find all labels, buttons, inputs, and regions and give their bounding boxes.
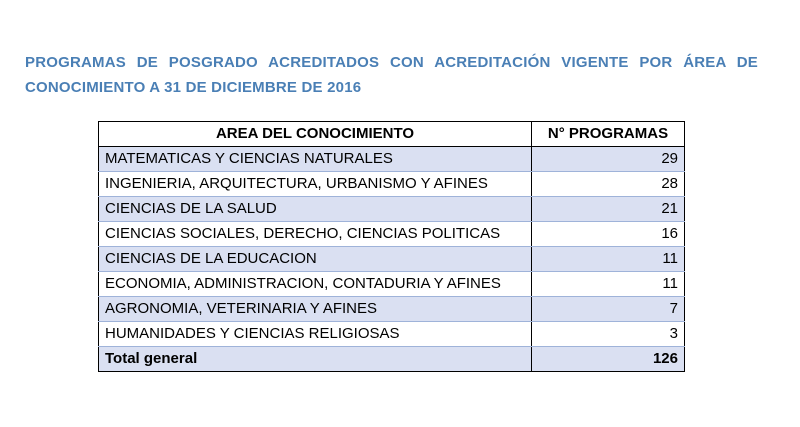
count-cell: 3 [532,322,685,347]
header-count: N° PROGRAMAS [532,122,685,147]
count-cell: 11 [532,247,685,272]
table-row [99,147,685,172]
count-cell: 21 [532,197,685,222]
document-title [25,50,758,100]
count-cell: 7 [532,297,685,322]
table-row [99,322,685,347]
title-line-1: PROGRAMAS DE POSGRADO ACREDITADOS CON ACREDITACIÓN VIGENTE POR ÁREA DE [25,54,758,71]
table-row [99,172,685,197]
count-cell: 29 [532,147,685,172]
total-row [99,347,685,372]
area-cell: INGENIERIA, ARQUITECTURA, URBANISMO Y AFINES [99,172,532,197]
table-row [99,272,685,297]
area-cell: CIENCIAS DE LA SALUD [99,197,532,222]
area-cell: HUMANIDADES Y CIENCIAS RELIGIOSAS [99,322,532,347]
area-cell: ECONOMIA, ADMINISTRACION, CONTADURIA Y AFINES [99,272,532,297]
area-cell: CIENCIAS DE LA EDUCACION [99,247,532,272]
area-cell: CIENCIAS SOCIALES, DERECHO, CIENCIAS POLITICAS [99,222,532,247]
count-cell: 11 [532,272,685,297]
total-count: 126 [532,347,685,372]
count-cell: 16 [532,222,685,247]
count-cell: 28 [532,172,685,197]
area-cell: MATEMATICAS Y CIENCIAS NATURALES [99,147,532,172]
total-label: Total general [99,347,532,372]
header-area: AREA DEL CONOCIMIENTO [99,122,532,147]
table-header-row [99,122,685,147]
table-row [99,197,685,222]
area-cell: AGRONOMIA, VETERINARIA Y AFINES [99,297,532,322]
table-row [99,297,685,322]
title-line-2: CONOCIMIENTO A 31 DE DICIEMBRE DE 2016 [25,79,362,96]
programs-table [98,121,685,372]
table-row [99,247,685,272]
table-row [99,222,685,247]
